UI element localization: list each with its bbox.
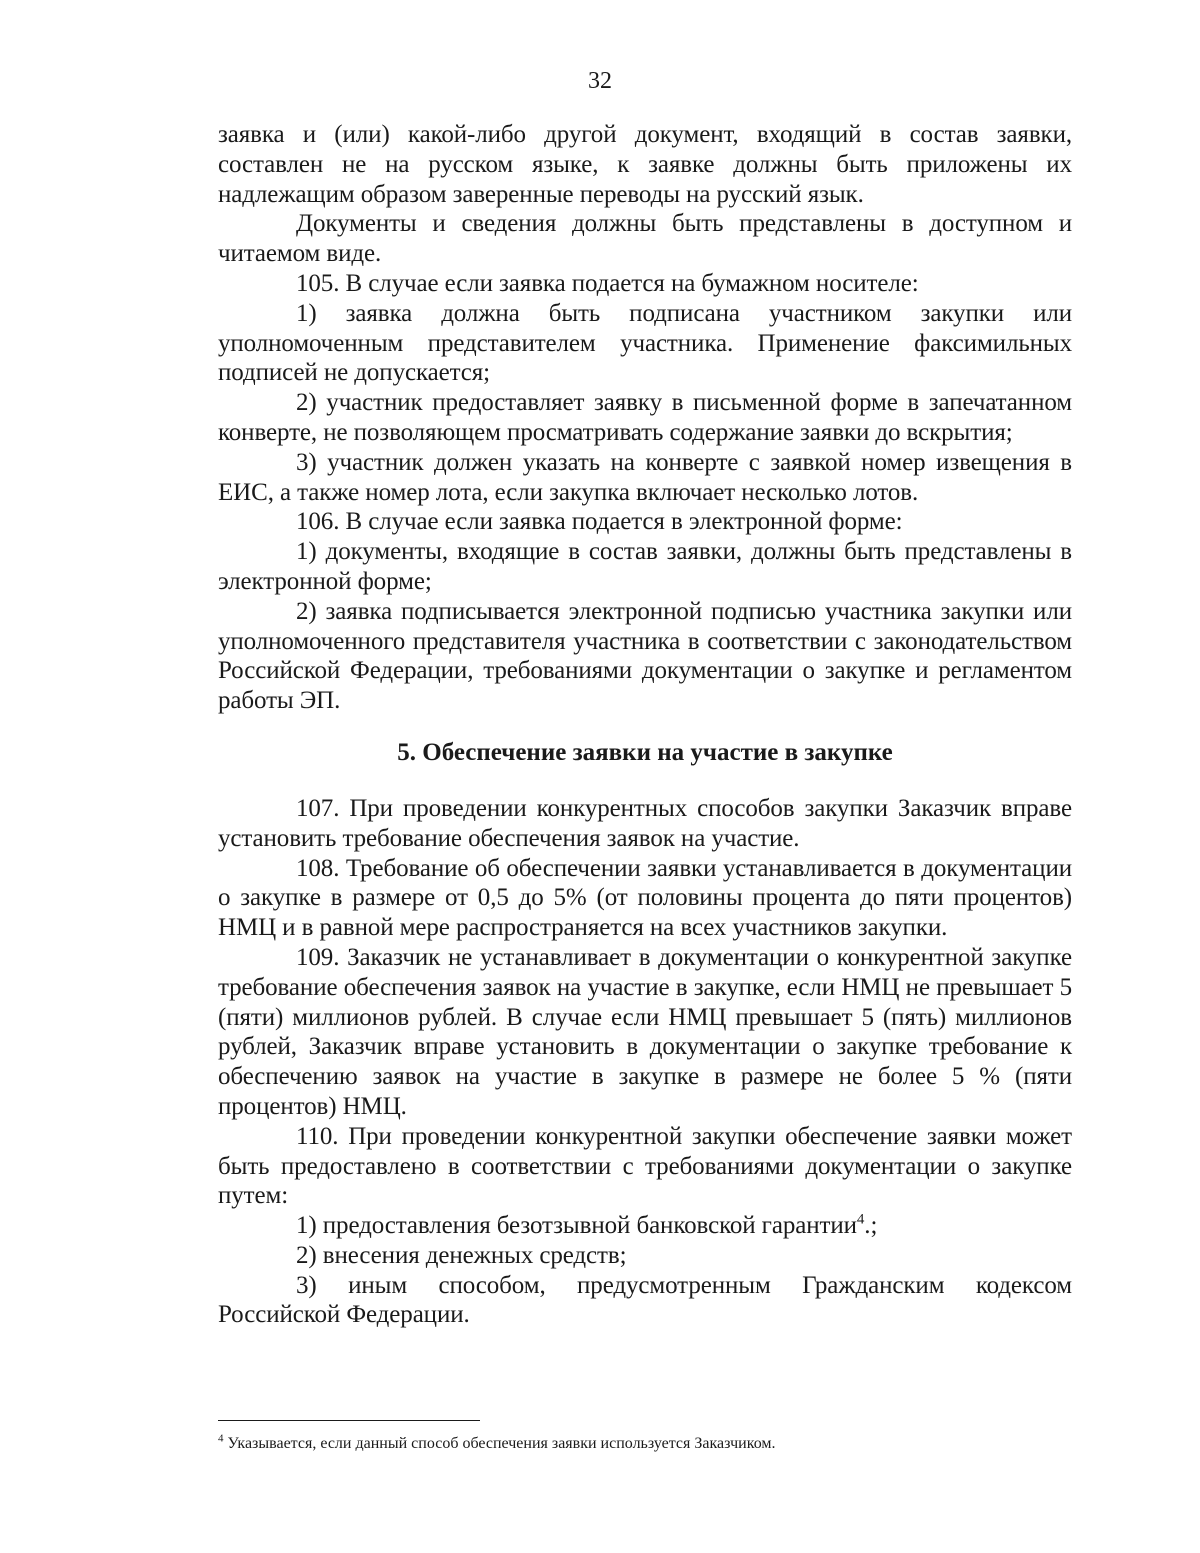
paragraphs-before-heading xyxy=(218,120,1072,716)
list-item-guarantee xyxy=(218,1211,1072,1241)
footnote-separator xyxy=(218,1420,480,1421)
paragraph: Документы и сведения должны быть представлены в доступном и читаемом виде. xyxy=(218,210,1072,268)
list-item-guarantee-text: 1) предоставления безотзывной банковской гарантии xyxy=(296,1212,857,1240)
paragraph: 110. При проведении конкурентной закупки обеспечение заявки может быть предоставлено в соответствии с требованиями документации о закупке путем: xyxy=(218,1122,1072,1210)
paragraphs-after-heading xyxy=(218,794,1072,1211)
footnote xyxy=(218,1434,1072,1454)
paragraph: заявка и (или) какой-либо другой документ, входящий в состав заявки, составлен не на русском языке, к заявке должны быть приложены их надлежащим образом заверенные переводы на русский язык. xyxy=(218,121,1072,208)
paragraph: 1) документы, входящие в состав заявки, должны быть представлены в электронной форме; xyxy=(218,538,1072,595)
paragraph: 105. В случае если заявка подается на бумажном носителе: xyxy=(296,269,919,297)
paragraph: 109. Заказчик не устанавливает в документации о конкурентной закупке требование обеспечения заявок на участие в закупке, если НМЦ не превышает 5 (пяти) миллионов рублей. В случае если НМЦ превышает 5 (пять) миллионов рублей, Заказчик вправе установить в документации о закупке требование к обеспечению заявок на участие в закупке в размере не более 5 % (пяти процентов) НМЦ. xyxy=(218,943,1072,1120)
footnote-text: Указывается, если данный способ обеспечения заявки используется Заказчиком. xyxy=(223,1435,776,1452)
document-body xyxy=(218,120,1072,1330)
paragraph: 2) участник предоставляет заявку в письменной форме в запечатанном конверте, не позволяющем просматривать содержание заявки до вскрытия; xyxy=(218,389,1072,446)
paragraph: 108. Требование об обеспечении заявки устанавливается в документации о закупке в размере от 0,5 до 5% (от половины процента до пяти процентов) НМЦ и в равной мере распространяется на всех участников закупки. xyxy=(218,854,1072,942)
paragraph: 3) иным способом, предусмотренным Гражданским кодексом Российской Федерации. xyxy=(218,1271,1072,1329)
paragraph: 106. В случае если заявка подается в электронной форме: xyxy=(296,508,903,536)
list-item-guarantee-tail: .; xyxy=(864,1212,878,1240)
paragraph: 2) внесения денежных средств; xyxy=(296,1241,627,1269)
list-items-rest xyxy=(218,1241,1072,1330)
section-heading: 5. Обеспечение заявки на участие в закупке xyxy=(397,738,893,766)
paragraph: 2) заявка подписывается электронной подписью участника закупки или уполномоченного представителя участника в соответствии с законодательством Российской Федерации, требованиями документации о закупке и регламентом работы ЭП. xyxy=(218,597,1072,715)
page-number: 32 xyxy=(588,68,612,94)
footnote-reference: 4 xyxy=(856,1211,865,1228)
footnote-mark: 4 xyxy=(218,1432,224,1445)
paragraph: 3) участник должен указать на конверте с заявкой номер извещения в ЕИС, а также номер лота, если закупка включает несколько лотов. xyxy=(218,448,1072,506)
paragraph: 107. При проведении конкурентных способов закупки Заказчик вправе установить требование обеспечения заявок на участие. xyxy=(218,794,1072,852)
paragraph: 1) заявка должна быть подписана участником закупки или уполномоченным представителем участника. Применение факсимильных подписей не допускается; xyxy=(218,299,1072,387)
